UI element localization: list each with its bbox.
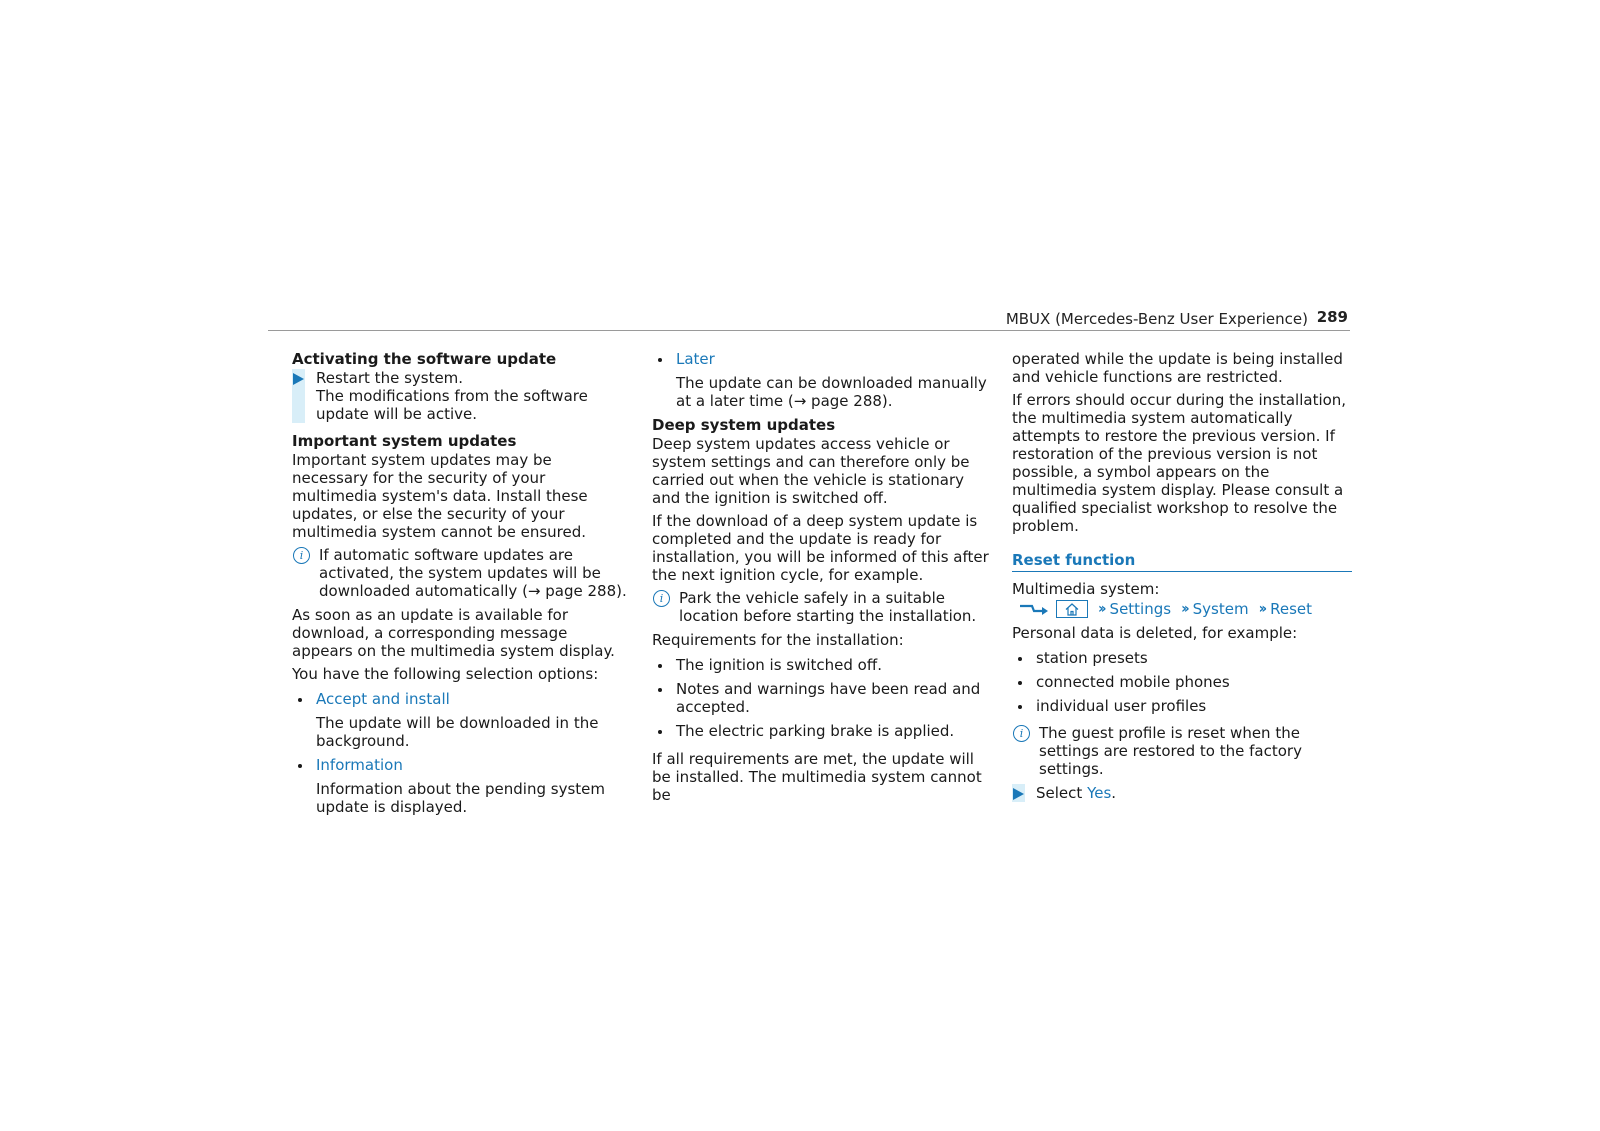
personal-data-text: Personal data is deleted, for example:: [1012, 624, 1298, 642]
column-left: [292, 350, 632, 822]
option-information-desc: Information about the pending system update is displayed.: [316, 780, 605, 816]
multimedia-label: Multimedia system:: [1012, 580, 1160, 598]
bullet-icon: [1018, 657, 1022, 661]
option-accept-install[interactable]: Accept and install: [316, 690, 450, 708]
requirement-text: The ignition is switched off.: [676, 656, 882, 674]
option-information[interactable]: Information: [316, 756, 403, 774]
heading-important-updates: Important system updates: [292, 432, 517, 450]
list-item: [292, 756, 632, 774]
double-chevron-icon: ››: [1258, 601, 1265, 617]
info-park-text: Park the vehicle safely in a suitable location before starting the installation.: [679, 589, 977, 625]
bullet-icon: [658, 358, 662, 362]
info-auto-updates: [292, 546, 632, 600]
info-icon: i: [293, 547, 310, 564]
nav-reset[interactable]: Reset: [1270, 600, 1313, 618]
double-chevron-icon: ››: [1181, 601, 1187, 617]
bullet-icon: [658, 664, 662, 668]
option-later-desc: The update can be downloaded manually at a later time (→ page 288).: [676, 374, 987, 410]
list-item: [652, 722, 992, 740]
info-auto-text: If automatic software updates are activated, the system updates will be downloaded automatically (→ page 288).: [319, 546, 627, 600]
deleted-item-text: station presets: [1036, 649, 1148, 667]
bullet-icon: [1018, 681, 1022, 685]
home-icon: [1065, 603, 1079, 616]
info-guest-text: The guest profile is reset when the settings are restored to the factory settings.: [1039, 724, 1302, 778]
enter-arrow-icon: [1018, 602, 1050, 616]
errors-text: If errors should occur during the installation, the multimedia system automatically attempts to restore the previous version. If restoration of the previous version is not possible, a symbol appears on the multimedia system display. Please consult a qualified specialist workshop to resolve the problem.: [1012, 391, 1347, 535]
header-title: MBUX (Mercedes-Benz User Experience): [1005, 310, 1308, 328]
heading-activating-update: Activating the software update: [292, 350, 557, 368]
bullet-icon: [298, 764, 302, 768]
option-accept-desc: The update will be downloaded in the background.: [316, 714, 599, 750]
bullet-icon: [658, 688, 662, 692]
home-button[interactable]: [1056, 600, 1088, 618]
info-park: [652, 589, 992, 625]
chevron-right-icon: [1013, 788, 1024, 800]
heading-reset-function: Reset function: [1012, 551, 1352, 572]
column-right: [1012, 350, 1352, 811]
list-item: [1012, 673, 1352, 691]
step-restart-result: The modifications from the software update will be active.: [316, 387, 588, 423]
requirements-intro: Requirements for the installation:: [652, 631, 904, 649]
bullet-icon: [658, 730, 662, 734]
list-item: [652, 680, 992, 716]
deep-updates-text: Deep system updates access vehicle or system settings and can therefore only be carried out when the vehicle is stationary and the ignition is switched off.: [652, 435, 970, 507]
step-select-text: [1036, 784, 1352, 802]
list-item: [1012, 649, 1352, 667]
available-text: As soon as an update is available for download, a corresponding message appears on the multimedia system display.: [292, 606, 615, 660]
continued-text: operated while the update is being installed and vehicle functions are restricted.: [1012, 350, 1343, 386]
select-yes-option[interactable]: Yes: [1087, 784, 1112, 802]
deleted-item-text: individual user profiles: [1036, 697, 1207, 715]
double-chevron-icon: ››: [1098, 601, 1104, 617]
option-later[interactable]: Later: [676, 350, 715, 368]
options-intro: You have the following selection options:: [292, 665, 599, 683]
page-header: [268, 308, 1350, 331]
page-number: 289: [1316, 308, 1348, 326]
column-middle: [652, 350, 992, 804]
list-item: [652, 350, 992, 368]
step-select-suffix: .: [1111, 784, 1117, 802]
requirement-text: The electric parking brake is applied.: [676, 722, 955, 740]
list-item: [292, 690, 632, 708]
deleted-item-text: connected mobile phones: [1036, 673, 1230, 691]
info-icon: i: [1013, 725, 1030, 742]
requirement-text: Notes and warnings have been read and accepted.: [676, 680, 981, 716]
important-updates-text: Important system updates may be necessary for the security of your multimedia system's data. Install these updates, or else the security of your multimedia system cannot be ensured.: [292, 451, 588, 541]
step-restart-text: Restart the system.: [316, 369, 464, 387]
step-select-prefix: Select: [1036, 784, 1083, 802]
chevron-right-icon: [293, 373, 304, 385]
nav-settings[interactable]: Settings: [1109, 600, 1172, 618]
step-select-yes: [1012, 784, 1352, 802]
info-guest-profile: [1012, 724, 1352, 778]
bullet-icon: [298, 698, 302, 702]
requirements-met-text: If all requirements are met, the update will be installed. The multimedia system cannot be: [652, 750, 982, 804]
info-icon: i: [653, 590, 670, 607]
navigation-path: [1012, 600, 1352, 618]
list-item: [652, 656, 992, 674]
nav-system[interactable]: System: [1192, 600, 1249, 618]
bullet-icon: [1018, 705, 1022, 709]
step-restart: [292, 369, 632, 423]
list-item: [1012, 697, 1352, 715]
heading-deep-updates: Deep system updates: [652, 416, 836, 434]
deep-download-text: If the download of a deep system update is completed and the update is ready for installation, you will be informed of this after the next ignition cycle, for example.: [652, 512, 989, 584]
